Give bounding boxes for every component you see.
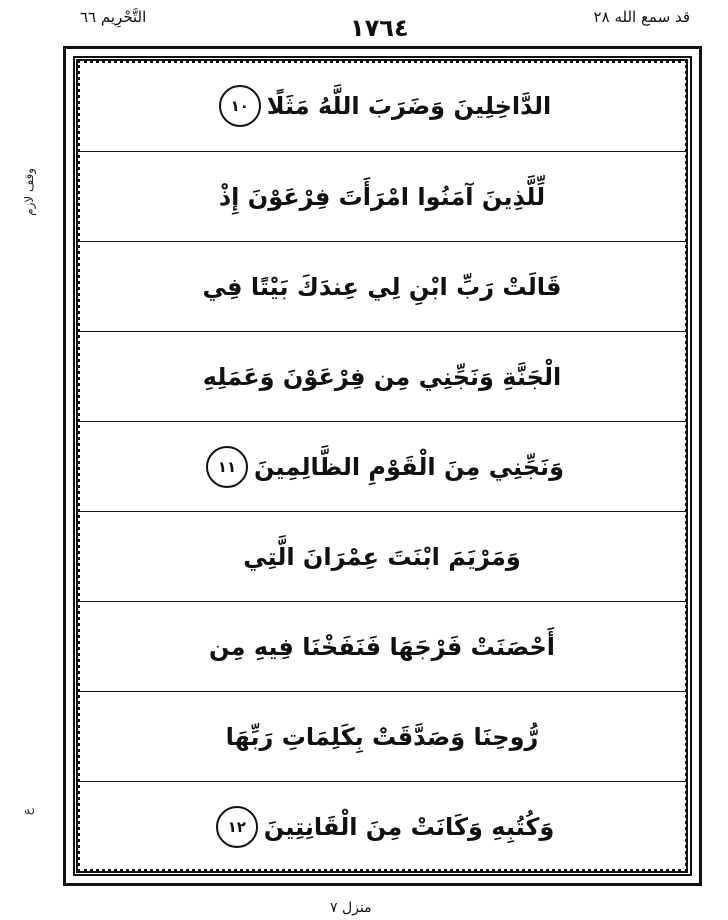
page-number: ١٧٦٤ [350, 14, 409, 42]
text-line [78, 331, 686, 421]
text-line [78, 241, 686, 331]
text-line [78, 781, 686, 871]
text-line [78, 151, 686, 241]
line-text: وَكُتُبِهِ وَكَانَتْ مِنَ الْقَانِتِينَ [263, 812, 555, 841]
margin-ruku-note: ع [20, 808, 34, 816]
line-text: وَنَجِّنِي مِنَ الْقَوْمِ الظَّالِمِينَ [253, 452, 565, 481]
surah-name-header: التَّحْرِيم ٦٦ [80, 8, 147, 26]
manzil-footer: منزل ٧ [330, 900, 372, 916]
line-text: وَمَرْيَمَ ابْنَتَ عِمْرَانَ الَّتِي [243, 542, 521, 571]
text-line [78, 421, 686, 511]
line-text: أَحْصَنَتْ فَرْجَهَا فَنَفَخْنَا فِيهِ مِن [209, 632, 556, 661]
text-line [78, 601, 686, 691]
ayah-marker: ١٢ [216, 806, 258, 848]
line-text: رُّوحِنَا وَصَدَّقَتْ بِكَلِمَاتِ رَبِّهَا [225, 722, 539, 751]
line-text: الدَّاخِلِينَ وَضَرَبَ اللَّهُ مَثَلًا [266, 92, 552, 120]
text-line [78, 511, 686, 601]
text-line [78, 61, 686, 151]
margin-waqf-note: وقف لازم [22, 168, 36, 216]
juz-name-header: قد سمع الله ٢٨ [593, 8, 690, 26]
ayah-marker: ١١ [206, 446, 248, 488]
text-line [78, 691, 686, 781]
text-block [76, 59, 688, 873]
line-text: قَالَتْ رَبِّ ابْنِ لِي عِندَكَ بَيْتًا فِي [202, 272, 562, 301]
line-text: لِّلَّذِينَ آمَنُوا امْرَأَتَ فِرْعَوْنَ إِذْ [218, 182, 546, 211]
line-text: الْجَنَّةِ وَنَجِّنِي مِن فِرْعَوْنَ وَعَمَلِهِ [202, 362, 562, 391]
ayah-marker: ١٠ [219, 85, 261, 127]
